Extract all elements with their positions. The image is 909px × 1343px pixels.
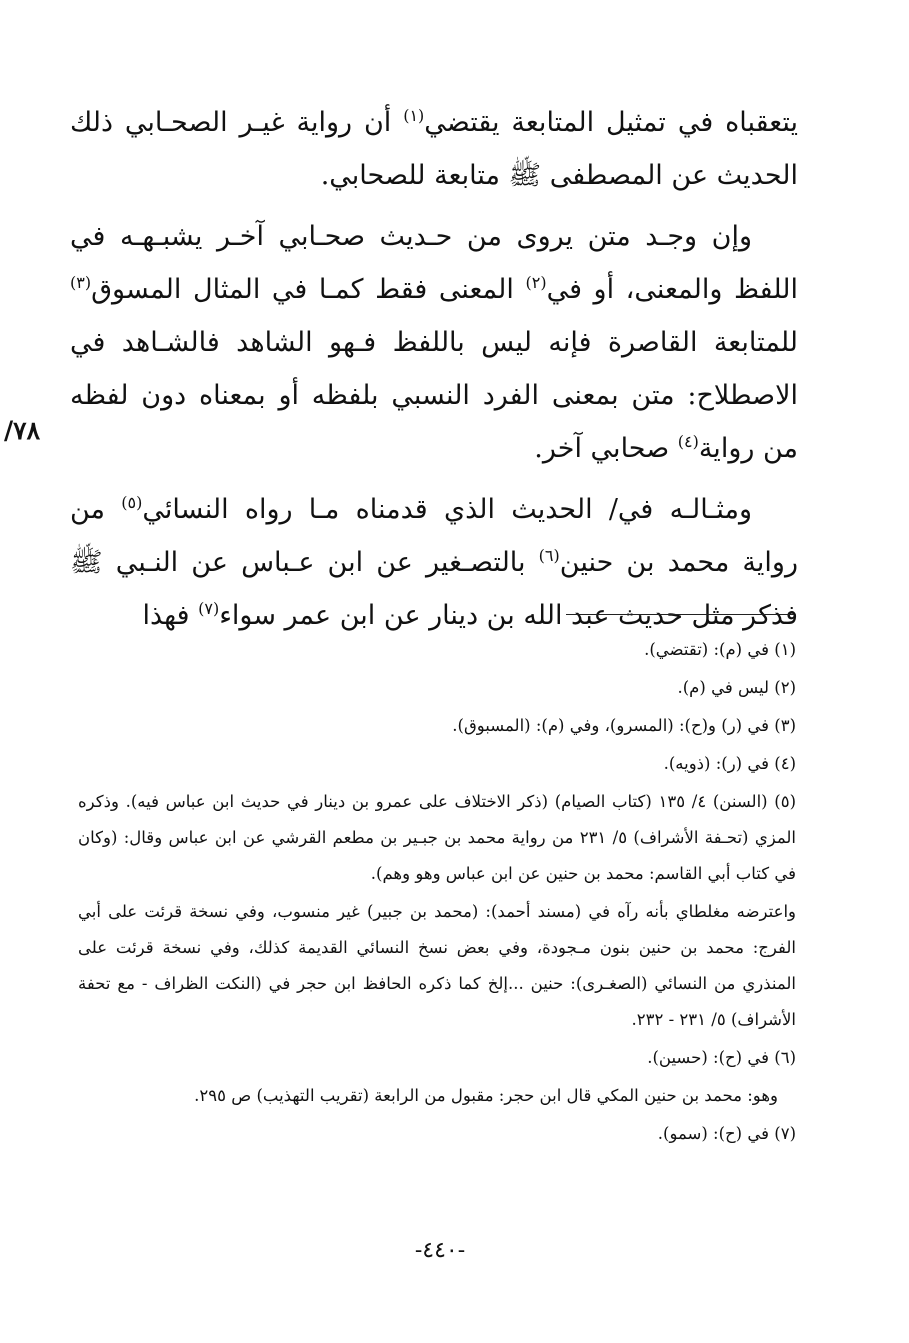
footnote-2: (٢) ليس في (م). — [677, 678, 796, 697]
footnote-ref-3: (٣) — [70, 273, 92, 292]
footnote-3: (٣) في (ر) و(ح): (المسرو)، وفي (م): (المسبوق). — [452, 716, 796, 735]
footnotes-section — [78, 630, 796, 1152]
paragraph-3-part-d: فهذا — [142, 600, 199, 631]
paragraph-2-part-b: المعنى فقط كمـا في المثال المسوق — [91, 274, 526, 305]
paragraph-3-part-b: من رواية محمد بن حنين — [70, 494, 798, 578]
paragraph-2-part-c: للمتابعة القاصرة فإنه ليس باللفظ فـهو الشاهد فالشـاهد في الاصطلاح: متن بمعنى الفرد النسبي بلفظه أو بمعناه دون لفظه من رواية — [70, 327, 798, 464]
paragraph-1-part-a: يتعقباه في تمثيل المتابعة يقتضي — [424, 107, 798, 138]
footnote-ref-2: (٢) — [525, 273, 547, 292]
paragraph-3-part-c: بالتصـغير عن ابن عـباس عن النـبي ﷺ فذكر مثل حديث عبد الله بن دينار عن ابن عمر سواء — [70, 547, 798, 631]
manuscript-folio-marker: ٧٨/ — [4, 416, 40, 445]
paragraph-3 — [70, 483, 798, 642]
paragraph-3-part-a: ومثـالـه في/ الحديث الذي قدمناه مـا رواه النسائي — [142, 494, 752, 525]
footnote-ref-7: (٧) — [198, 599, 220, 618]
paragraph-1 — [70, 96, 798, 202]
footnote-5-part-2: واعترضه مغلطاي بأنه رآه في (مسند أحمد): (محمد بن جبير) غير منسوب، وفي نسخة قرئت على أبي الفرج: محمد بن حنين بنون مـجودة، وفي بعض نسخ النسائي القديمة كذلك، وفي نسخة قرئت على المنذري من النسائي (الصغـرى): حنين ...إلخ كما ذكره الحافظ ابن حجر في (النكت الظراف - مع تحفة الأشراف) ٥/ ٢٣١ - ٢٣٢. — [78, 902, 796, 1029]
footnote-ref-6: (٦) — [538, 546, 560, 565]
footnote-4: (٤) في (ر): (ذويه). — [663, 754, 796, 773]
page-number: -٤٤٠- — [414, 1238, 466, 1263]
footnote-ref-4: (٤) — [677, 432, 699, 451]
paragraph-1-part-b: أن رواية غيـر الصحـابي ذلك الحديث عن المصطفى ﷺ متابعة للصحابي. — [70, 107, 798, 191]
footnote-6-note: وهو: محمد بن حنين المكي قال ابن حجر: مقبول من الرابعة (تقريب التهذيب) ص ٢٩٥. — [194, 1086, 778, 1105]
footnote-7: (٧) في (ح): (سمو). — [657, 1124, 796, 1143]
footnote-ref-1: (١) — [403, 106, 425, 125]
footnote-5-part-1: (٥) (السنن) ٤/ ١٣٥ (كتاب الصيام) (ذكر الاختلاف على عمرو بن دينار في حديث ابن عباس فيه). وذكره المزي (تحـفة الأشراف) ٥/ ٢٣١ من رواية محمد بن جبـير بن مطعم القرشي عن ابن عباس وقال: (وكان في كتاب أبي القاسم: محمد بن حنين عن ابن عباس وهو وهم). — [78, 792, 797, 883]
paragraph-2-part-d: صحابي آخر. — [534, 433, 678, 464]
paragraph-2-part-a: وإن وجـد متن يروى من حـديث صحـابي آخـر يشبـهـه في اللفظ والمعنى، أو في — [70, 221, 798, 305]
footnote-1: (١) في (م): (تقتضي). — [644, 640, 796, 659]
footnote-6: (٦) في (ح): (حسين). — [647, 1048, 796, 1067]
paragraph-2 — [70, 210, 798, 475]
footnote-separator-line — [566, 614, 794, 615]
footnote-ref-5: (٥) — [121, 493, 143, 512]
main-text-body — [70, 96, 798, 642]
